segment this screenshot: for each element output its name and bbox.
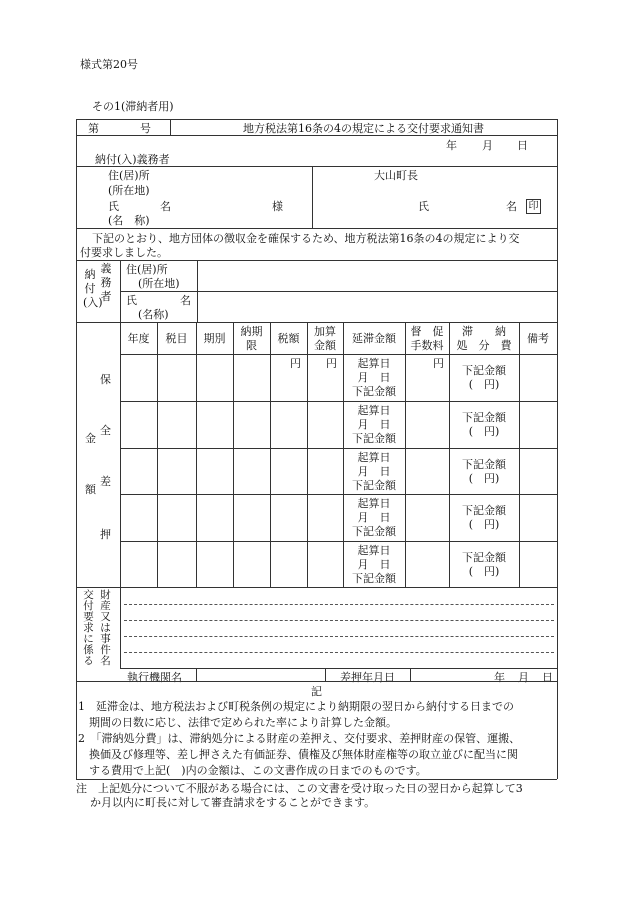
seal-mark: 印	[526, 199, 541, 214]
yen-kasan: 円	[326, 357, 337, 370]
issuer-mei: 名	[506, 200, 517, 213]
property-side-col1: 交付要求に係る	[83, 589, 94, 667]
col-nouki-2: 限	[246, 339, 257, 352]
obligor-side-col1: 納付(入)	[83, 268, 103, 309]
tainou-yen: ( 円)	[468, 518, 500, 531]
yen-zeigaku: 円	[290, 357, 301, 370]
entai-kakikingaku: 下記金額	[352, 479, 396, 492]
tainou-kakikingaku: 下記金額	[462, 504, 506, 517]
agency-label: 執行機関名	[127, 671, 182, 684]
entai-kisanbi: 起算日	[357, 357, 391, 370]
col-kasan-1: 加算	[314, 325, 336, 338]
seized-month: 月	[518, 671, 529, 684]
tainou-kakikingaku: 下記金額	[462, 411, 506, 424]
col-kasan-2: 金額	[314, 339, 336, 352]
payer-sama: 様	[272, 200, 283, 213]
entai-kisanbi: 起算日	[357, 497, 391, 510]
tainou-yen: ( 円)	[468, 565, 500, 578]
seized-date-label: 差押年月日	[340, 671, 395, 684]
payer-address-sub: (所在地)	[108, 184, 150, 197]
property-side-col2: 財産又は事件名	[100, 589, 111, 667]
col-zeimoku: 税目	[165, 332, 188, 345]
col-tokusoku-1: 督 促	[410, 325, 444, 338]
date-month-label: 月	[482, 139, 493, 152]
intro-line-2: 付要求しました。	[80, 246, 168, 259]
entai-tsukihi: 月 日	[357, 418, 391, 431]
payer-address-label: 住(居)所	[108, 169, 150, 182]
entai-kisanbi: 起算日	[357, 404, 391, 417]
note-2b: 換価及び修理等、差し押さえた有価証券、債権及び無体財産権等の取立並びに配当に関	[78, 748, 518, 761]
side-osae: 押	[100, 528, 111, 541]
side-ho: 保	[100, 373, 111, 386]
entai-kakikingaku: 下記金額	[352, 525, 396, 538]
entai-tsukihi: 月 日	[357, 371, 391, 384]
caution-line-1: 注 上記処分について不服がある場合には、この文書を受け取った日の翌日から起算して3	[76, 782, 523, 795]
tainou-kakikingaku: 下記金額	[462, 364, 506, 377]
payer-name-shi: 氏	[108, 200, 119, 213]
note-2c: する費用で上記( )内の金額は、この文書作成の日までのものです。	[78, 764, 427, 777]
obligor-name-mei: 名	[180, 294, 191, 307]
ki-heading: 記	[311, 685, 322, 698]
tainou-yen: ( 円)	[468, 378, 500, 391]
payer-name-sub: (名 称)	[108, 214, 150, 227]
tainou-kakikingaku: 下記金額	[462, 551, 506, 564]
tainou-yen: ( 円)	[468, 425, 500, 438]
entai-kisanbi: 起算日	[357, 451, 391, 464]
col-zeigaku: 税額	[277, 332, 300, 345]
obligor-address-sub: (所在地)	[138, 277, 180, 290]
issuer-shi: 氏	[418, 200, 429, 213]
col-tokusoku-2: 手数料	[410, 339, 444, 352]
col-nouki-1: 納期	[240, 325, 263, 338]
date-day-label: 日	[517, 139, 528, 152]
col-entai: 延滞金額	[352, 332, 396, 345]
entai-tsukihi: 月 日	[357, 558, 391, 571]
tainou-yen: ( 円)	[468, 472, 500, 485]
note-1a: 1 延滞金は、地方税法および町税条例の規定により納期限の翌日から納付する日までの	[78, 700, 514, 713]
caution-line-2: か月以内に町長に対して審査請求をすることができます。	[90, 796, 376, 809]
entai-kakikingaku: 下記金額	[352, 385, 396, 398]
issuer-title: 大山町長	[374, 169, 418, 182]
entai-kakikingaku: 下記金額	[352, 432, 396, 445]
side-sa: 差	[100, 475, 111, 488]
col-nendo: 年度	[127, 332, 150, 345]
form-number: 様式第20号	[80, 58, 138, 71]
payer-label: 納付(入)義務者	[95, 153, 170, 166]
yen-tokusoku: 円	[433, 357, 444, 370]
entai-tsukihi: 月 日	[357, 465, 391, 478]
seized-day: 日	[542, 671, 553, 684]
payer-name-mei: 名	[160, 200, 171, 213]
obligor-address-label: 住(居)所	[126, 263, 168, 276]
col-kibetsu: 期別	[203, 332, 226, 345]
header-go: 号	[140, 122, 151, 135]
side-kin: 金	[85, 432, 96, 445]
form-subtitle: その1(滞納者用)	[92, 100, 174, 113]
document-title: 地方税法第16条の4の規定による交付要求通知書	[243, 122, 484, 135]
col-bikou: 備考	[527, 332, 549, 345]
note-2a: 2 「滞納処分費」は、滞納処分による財産の差押え、交付要求、差押財産の保管、運搬、	[78, 732, 521, 745]
entai-tsukihi: 月 日	[357, 511, 391, 524]
obligor-name-sub: (名称)	[138, 308, 169, 321]
side-zen: 全	[100, 424, 111, 437]
obligor-name-shi: 氏	[126, 294, 137, 307]
col-tainou-1: 滞 納	[462, 325, 506, 338]
date-year-label: 年	[446, 139, 457, 152]
obligor-side-col2: 義務者	[100, 262, 112, 303]
intro-line-1: 下記のとおり、地方団体の徴収金を確保するため、地方税法第16条の4の規定により交	[92, 232, 520, 245]
header-dai: 第	[88, 122, 99, 135]
tainou-kakikingaku: 下記金額	[462, 458, 506, 471]
side-gaku: 額	[85, 483, 96, 496]
entai-kakikingaku: 下記金額	[352, 572, 396, 585]
seized-year: 年	[494, 671, 505, 684]
note-1b: 期間の日数に応じ、法律で定められた率により計算した金額。	[78, 716, 397, 729]
entai-kisanbi: 起算日	[357, 544, 391, 557]
col-tainou-2: 処 分 費	[456, 339, 512, 352]
